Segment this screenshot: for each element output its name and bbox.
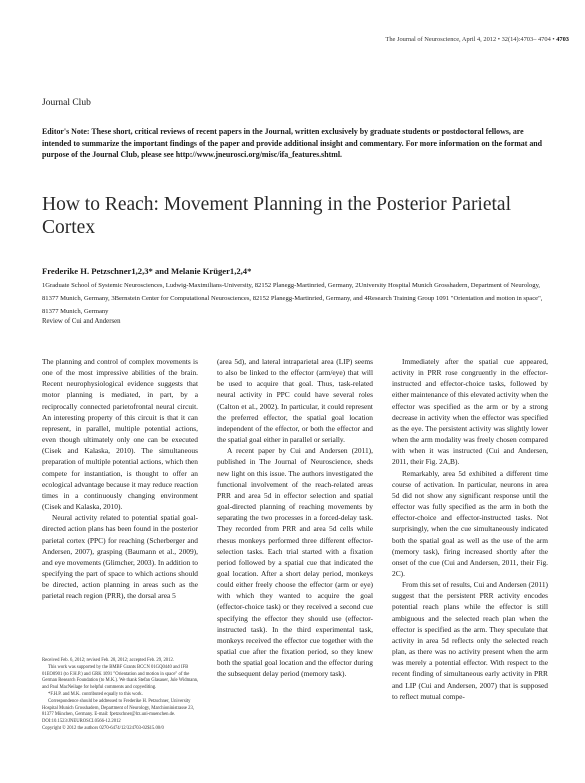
paragraph: Immediately after the spatial cue appeared, activity in PRR rose congruently in the effector-instructed and effector-choice tasks, followed by either maintenance of this elevated activity when the effector was specified as the arm or by a strong decrease in activity when the effector was specified as the eye. The persistent activity was slightly lower when the arm modality was freely chosen compared with when it was instructed (Cui and Andersen, 2011, their Fig. 2A,B). <box>392 357 548 467</box>
paragraph: The planning and control of complex movements is one of the most impressive abilities of the brain. Recent neurophysiological evidence suggests that motor planning is mediated, in part, by a reciprocally connected parietofrontal neural circuit. An interesting property of this circuit is that it can represent, in parallel, multiple potential actions, even though ultimately only one can be executed (Cisek and Kalaska, 2010). The simultaneous preparation of multiple potential actions, which then compete for instantiation, is thought to offer an ecological advantage because it may reduce reaction times in a continuously changing environment (Cisek and Kalaska, 2010). <box>42 357 198 512</box>
editors-note: Editor's Note: These short, critical reviews of recent papers in the Journal, written exclusively by graduate students or postdoctoral fellows, are intended to summarize the important findings of the paper and provide additional insight and commentary. For more information on the format and purpose of the Journal Club, please see http://www.jneurosci.org/misc/ifa_features.shtml. <box>42 127 543 160</box>
paragraph: Neural activity related to potential spatial goal-directed action plans has been found in the posterior parietal cortex (PPC) for reaching (Scherberger and Andersen, 2007), grasping (Baumann et al., 2009), and eye movements (Glimcher, 2003). In addition to specifying the part of space to which actions should be directed, action planning in areas such as the parietal reach region (PRR), the dorsal area 5 <box>42 513 198 601</box>
footnote-copyright: Copyright © 2012 the authors 0270-6474/12/324703-02$15.00/0 <box>42 725 164 731</box>
body-column-3 <box>392 356 548 702</box>
page-number: 4703 <box>556 36 569 43</box>
footnote-received: Received Feb. 6, 2012; revised Feb. 28, 2012; accepted Feb. 29, 2012. <box>42 658 175 663</box>
paragraph: Remarkably, area 5d exhibited a different time course of activation. In particular, neurons in area 5d did not show any significant response until the effector was fully specified as the arm in both the effector-choice and effector-instructed tasks. Not surprisingly, when the cue simultaneously indicated both the spatial goal as well as the use of the arm (memory task), firing increased shortly after the onset of the cue (Cui and Andersen, 2011, their Fig. 2C). <box>392 468 548 578</box>
paragraph: A recent paper by Cui and Andersen (2011), published in The Journal of Neuroscience, sheds new light on this issue. The authors investigated the functional involvement of the reach-related areas PRR and area 5d in effector selection and spatial goal-directed planning of reaching movements by separating the two processes in a forced-delay task. They recorded from PRR and area 5d cells while rhesus monkeys performed three different effector-selection tasks. Each trial started with a fixation period followed by a spatial cue that indicated the goal location. After a short delay period, monkeys could either freely choose the effector (arm or eye) with which they wanted to acquire the goal (effector-choice task) or they received a second cue specifying the effector they should use (effector-instructed task). In the third experimental task, monkeys received the effector cue together with the spatial cue after the fixation period, so they knew both the spatial goal location and the effector during the subsequent delay period (memory task). <box>217 446 373 679</box>
journal-citation: The Journal of Neuroscience, April 4, 2012 • 32(14):4703– 4704 • <box>385 36 555 43</box>
paragraph: (area 5d), and lateral intraparietal area (LIP) seems to also be linked to the effector (arm/eye) that will be used to acquire that goal. Thus, task-related neural activity in PPC could have several roles (Calton et al., 2002). In particular, it could represent the preferred effector, the spatial goal location independent of the effector, or both the effector and the spatial goal either in parallel or serially. <box>217 357 373 445</box>
paragraph: From this set of results, Cui and Andersen (2011) suggest that the persistent PRR activity encodes potential reach plans while the effector is still ambiguous and the selected reach plan when the effector is specified as the arm. They speculate that activity in area 5d reflects only the selected reach plan, as there was no activity present when the arm was merely a potential effector. With respect to the recent finding of simultaneous early activity in PRR and LIP (Cui and Andersen, 2007) that is supposed to reflect mutual compe- <box>392 580 548 701</box>
affiliations: 1Graduate School of Systemic Neurosciences, Ludwig-Maximilians-University, 82152 Planegg-Martinried, Germany, 2University Hospital Munich Grosshadern, Department of Neurology, 81377 Munich, Germany, 3Bernstein Center for Computational Neurosciences, 82152 Planegg-Martinried, Germany, and 4Research Training Group 1091 "Orientation and motion in space", 81377 Munich, Germany <box>42 282 543 315</box>
author-list: Frederike H. Petzschner1,2,3* and Melanie Krüger1,2,4* <box>42 266 252 276</box>
body-column-2 <box>217 356 373 680</box>
body-column-1 <box>42 356 198 601</box>
footnote-doi: DOI:10.1523/JNEUROSCI.0566-12.2012 <box>42 719 121 725</box>
running-header <box>385 36 569 43</box>
review-of: Review of Cui and Andersen <box>42 318 121 325</box>
section-label: Journal Club <box>42 98 91 108</box>
footnote-funding: This work was supported by the BMBF Grants BCCN 01GQ0440 and IFB 01EO0901 (to F.H.P.) and GRK 1091 "Orientation and motion in space" of the German Research Foundation (to M.K.). We thank Stefan Glasauer, Jule Widmann, and Paul MacNeilage for helpful comments and copyediting. <box>42 664 199 691</box>
footnotes <box>42 658 200 733</box>
article-title: How to Reach: Movement Planning in the Posterior Parietal Cortex <box>42 194 511 238</box>
footnote-correspondence: Correspondence should be addressed to Frederike H. Petzschner, University Hospital Munich Grosshadern, Department of Neurology, Marchioninistrasse 23, 81377 München, Germany. E-mail: fpetzschner@lrz.uni-muenchen.de. <box>42 698 195 718</box>
footnote-equal-contribution: *F.H.P. and M.K. contributed equally to this work. <box>48 691 143 697</box>
